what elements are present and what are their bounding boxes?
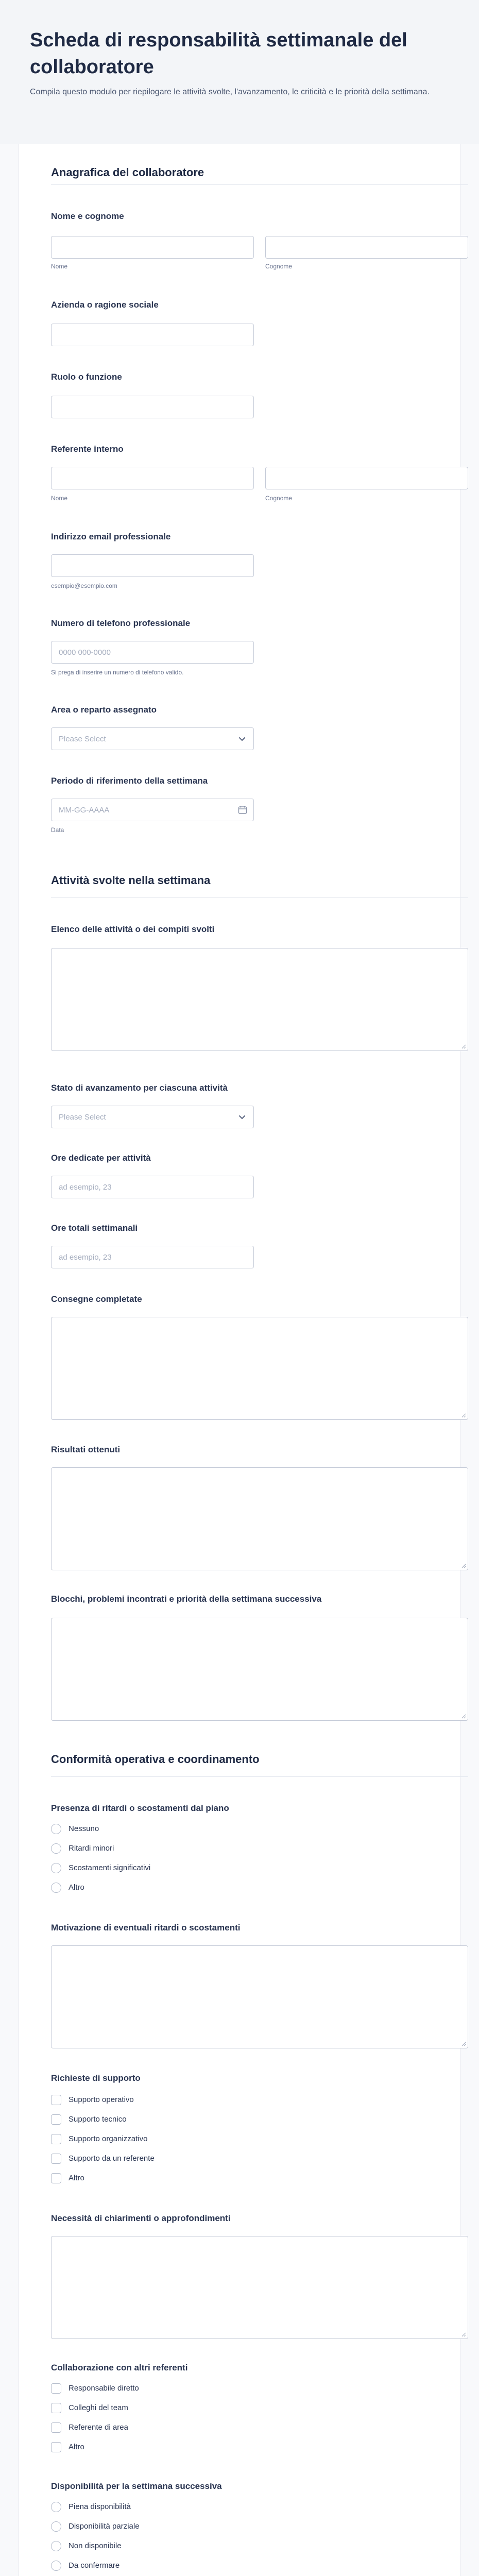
sublabel-telefono: Si prega di inserire un numero di telefono valido. (51, 669, 184, 676)
option-label: Ritardi minori (69, 1844, 114, 1853)
radio-button[interactable] (51, 2502, 61, 2512)
blockers-textarea[interactable] (51, 1618, 468, 1721)
label-stato-avanzamento: Stato di avanzamento per ciascuna attività (51, 1083, 228, 1093)
resize-grip-icon[interactable] (460, 1562, 466, 1568)
checkbox[interactable] (51, 2173, 61, 2183)
label-periodo: Periodo di riferimento della settimana (51, 776, 208, 786)
label-ore-attivita: Ore dedicate per attività (51, 1153, 151, 1163)
total-hours-placeholder: ad esempio, 23 (59, 1253, 112, 1262)
resize-grip-icon[interactable] (460, 2040, 466, 2046)
clarifications-textarea[interactable] (51, 2236, 468, 2339)
checkbox[interactable] (51, 2442, 61, 2452)
date-input[interactable] (51, 799, 254, 821)
first-name-input[interactable] (51, 236, 254, 259)
label-azienda: Azienda o ragione sociale (51, 300, 159, 310)
radio-button[interactable] (51, 2521, 61, 2532)
option-label: Altro (69, 2174, 84, 2182)
hours-per-activity-input[interactable] (51, 1176, 254, 1198)
sublabel-referente-cognome: Cognome (265, 495, 293, 502)
option-label: Disponibilità parziale (69, 2522, 140, 2531)
sublabel-data: Data (51, 826, 64, 834)
checkbox[interactable] (51, 2383, 61, 2394)
last-name-input[interactable] (265, 236, 468, 259)
referent-first-name-input[interactable] (51, 467, 254, 489)
sublabel-cognome: Cognome (265, 263, 293, 270)
checkbox[interactable] (51, 2403, 61, 2413)
area-select-value: Please Select (59, 735, 106, 743)
option-label: Responsabile diretto (69, 2384, 139, 2393)
label-motivazione: Motivazione di eventuali ritardi o scostamenti (51, 1923, 241, 1933)
label-ore-totali: Ore totali settimanali (51, 1223, 138, 1233)
checkbox[interactable] (51, 2095, 61, 2105)
radio-button[interactable] (51, 1843, 61, 1854)
form-header (0, 0, 479, 144)
option-label: Supporto organizzativo (69, 2134, 148, 2143)
label-risultati: Risultati ottenuti (51, 1445, 121, 1454)
label-referente: Referente interno (51, 444, 124, 454)
label-consegne: Consegne completate (51, 1294, 142, 1304)
label-area: Area o reparto assegnato (51, 705, 157, 715)
label-email: Indirizzo email professionale (51, 532, 171, 541)
section-title-conformita: Conformità operativa e coordinamento (51, 1753, 260, 1766)
option-label: Referente di area (69, 2423, 128, 2432)
checkbox[interactable] (51, 2134, 61, 2144)
option-label: Altro (69, 2443, 84, 2451)
section-divider (51, 1776, 468, 1777)
label-supporto: Richieste di supporto (51, 2073, 141, 2083)
option-label: Colleghi del team (69, 2403, 128, 2412)
hours-per-activity-placeholder: ad esempio, 23 (59, 1183, 112, 1192)
company-input[interactable] (51, 324, 254, 346)
deliveries-textarea[interactable] (51, 1317, 468, 1420)
activities-textarea[interactable] (51, 948, 468, 1051)
label-ruolo: Ruolo o funzione (51, 372, 122, 382)
radio-button[interactable] (51, 2541, 61, 2551)
chevron-down-icon (236, 1111, 248, 1123)
sublabel-email: esempio@esempio.com (51, 582, 117, 589)
option-label: Supporto tecnico (69, 2115, 127, 2124)
phone-input[interactable] (51, 641, 254, 664)
radio-button[interactable] (51, 1824, 61, 1834)
section-title-attivita: Attività svolte nella settimana (51, 874, 211, 887)
total-hours-input[interactable] (51, 1246, 254, 1268)
checkbox[interactable] (51, 2154, 61, 2164)
label-collaborazione: Collaborazione con altri referenti (51, 2363, 188, 2372)
referent-last-name-input[interactable] (265, 467, 468, 489)
option-label: Supporto operativo (69, 2095, 134, 2104)
section-divider (51, 184, 468, 185)
radio-button[interactable] (51, 1883, 61, 1893)
option-label: Supporto da un referente (69, 2154, 155, 2163)
resize-grip-icon[interactable] (460, 2331, 466, 2337)
label-blocchi: Blocchi, problemi incontrati e priorità della settimana successiva (51, 1594, 322, 1604)
label-nome-cognome: Nome e cognome (51, 211, 124, 221)
label-ritardi: Presenza di ritardi o scostamenti dal piano (51, 1803, 229, 1813)
checkbox[interactable] (51, 2422, 61, 2433)
section-title-anagrafica: Anagrafica del collaboratore (51, 166, 204, 179)
label-elenco-attivita: Elenco delle attività o dei compiti svolti (51, 924, 215, 934)
resize-grip-icon[interactable] (460, 1043, 466, 1049)
resize-grip-icon[interactable] (460, 1412, 466, 1418)
form-card (19, 144, 460, 2576)
radio-button[interactable] (51, 1863, 61, 1873)
progress-status-select[interactable] (51, 1106, 254, 1128)
phone-placeholder: 0000 000-0000 (59, 648, 111, 657)
form-title: Scheda di responsabilità settimanale del collaboratore (30, 29, 407, 78)
label-chiarimenti: Necessità di chiarimenti o approfondimenti (51, 2213, 231, 2223)
label-disponibilita: Disponibilità per la settimana successiva (51, 2481, 222, 2491)
option-label: Altro (69, 1883, 84, 1892)
option-label: Non disponibile (69, 2541, 122, 2550)
date-placeholder: MM-GG-AAAA (59, 806, 110, 815)
label-telefono: Numero di telefono professionale (51, 618, 191, 628)
email-input[interactable] (51, 554, 254, 577)
sublabel-nome: Nome (51, 263, 68, 270)
option-label: Nessuno (69, 1824, 99, 1833)
option-label: Scostamenti significativi (69, 1863, 151, 1872)
option-label: Da confermare (69, 2561, 120, 2570)
radio-button[interactable] (51, 2561, 61, 2571)
section-divider (51, 897, 468, 898)
resize-grip-icon[interactable] (460, 1713, 466, 1719)
area-select[interactable] (51, 727, 254, 750)
checkbox[interactable] (51, 2114, 61, 2125)
sublabel-referente-nome: Nome (51, 495, 68, 502)
progress-status-value: Please Select (59, 1113, 106, 1122)
results-textarea[interactable] (51, 1467, 468, 1570)
calendar-icon[interactable] (238, 805, 247, 815)
role-input[interactable] (51, 396, 254, 418)
option-label: Piena disponibilità (69, 2502, 131, 2511)
form-description: Compila questo modulo per riepilogare le attività svolte, l'avanzamento, le criticità e le priorità della settimana. (30, 88, 430, 96)
chevron-down-icon (236, 733, 248, 745)
delay-reason-textarea[interactable] (51, 1945, 468, 2048)
